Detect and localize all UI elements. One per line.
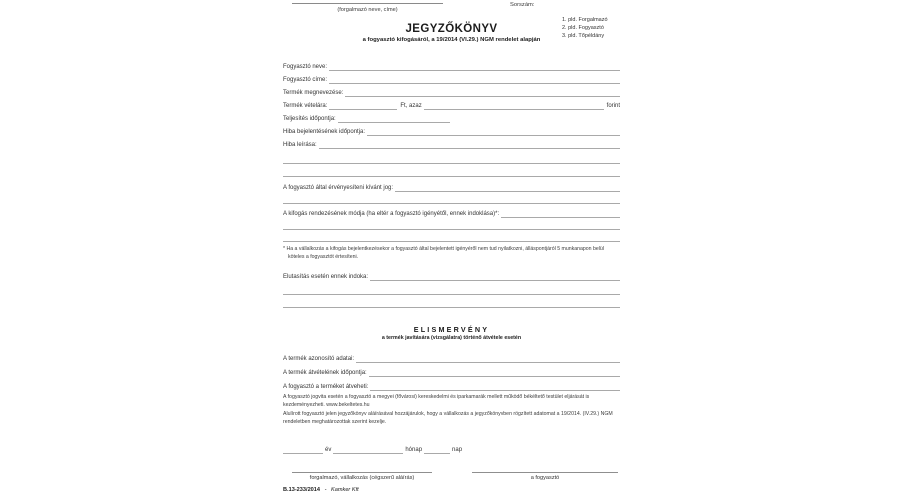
field-takeover-date bbox=[283, 368, 620, 377]
ruled-line bbox=[283, 241, 620, 242]
letterhead-caption: (forgalmazó neve, címe) bbox=[337, 7, 398, 13]
ruled-line bbox=[283, 203, 620, 204]
price-mid-label: Ft, azaz bbox=[400, 103, 422, 109]
field-rejection-reason bbox=[283, 272, 620, 281]
fill-line bbox=[369, 369, 620, 377]
serial-number-label: Sorszám: bbox=[510, 2, 535, 8]
field-label: A fogyasztó a terméket átveheti: bbox=[283, 384, 369, 390]
field-label: Fogyasztó neve: bbox=[283, 64, 328, 70]
field-label: Termék megnevezése: bbox=[283, 90, 344, 96]
footnote: * Ha a vállalkozás a kifogás bejelentkezésekor a fogyasztó által bejelentett igényéről nem tud nyilatkozni, álláspontjáról 5 munkanapon belül köteles a fogyasztót értesíteni. bbox=[283, 246, 604, 260]
date-line bbox=[283, 445, 483, 454]
ruled-line bbox=[283, 229, 620, 230]
fill-line bbox=[424, 446, 450, 454]
month-label: hónap bbox=[405, 447, 423, 453]
price-end-label: forint bbox=[606, 103, 620, 109]
field-claimed-right bbox=[283, 183, 620, 192]
fill-line bbox=[356, 355, 620, 363]
field-label: A termék azonosító adatai: bbox=[283, 356, 355, 362]
fill-line bbox=[333, 446, 403, 454]
signature-consumer bbox=[472, 472, 618, 481]
publisher-name: Kamker Kft bbox=[331, 487, 359, 493]
copy-item-2: 2. pld. Fogyasztó bbox=[562, 25, 604, 31]
field-label: Hiba leírása: bbox=[283, 142, 317, 148]
copy-item-3: 3. pld. Tőpéldány bbox=[562, 33, 605, 39]
fill-line bbox=[329, 102, 397, 110]
field-consumer-address bbox=[283, 75, 620, 84]
copy-list bbox=[562, 16, 608, 40]
document-page bbox=[283, 0, 620, 500]
fill-line bbox=[338, 115, 450, 123]
fill-line bbox=[370, 273, 620, 281]
ruled-line bbox=[283, 163, 620, 164]
field-fulfillment-date bbox=[283, 114, 620, 123]
field-consumer-name bbox=[283, 62, 620, 71]
fill-line bbox=[319, 141, 620, 149]
fill-line bbox=[370, 383, 620, 391]
fill-line bbox=[395, 184, 620, 192]
signature-line: forgalmazó, vállalkozás (cégszerű aláírás) bbox=[292, 472, 432, 481]
field-label: Hiba bejelentésének időpontja: bbox=[283, 129, 366, 135]
fill-line bbox=[329, 63, 620, 71]
field-defect-description bbox=[283, 140, 620, 149]
field-product-name bbox=[283, 88, 620, 97]
field-pickup-date bbox=[283, 382, 620, 391]
document-title: JEGYZŐKÖNYV bbox=[405, 23, 498, 35]
fill-line bbox=[329, 76, 620, 84]
field-label: A termék átvételének időpontja: bbox=[283, 370, 367, 376]
receipt-subtitle: a termék javítására (vizsgálatra) történő átvétele esetén bbox=[381, 335, 522, 341]
signature-seller bbox=[292, 472, 432, 481]
field-product-price bbox=[283, 101, 620, 110]
field-label: Elutasítás esetén ennek indoka: bbox=[283, 274, 369, 280]
receipt-title: ELISMERVÉNY bbox=[413, 325, 490, 334]
field-product-id bbox=[283, 354, 620, 363]
fill-line bbox=[367, 128, 620, 136]
document-subtitle: a fogyasztó kifogásáról, a 19/2014 (VI.29.) NGM rendelet alapján bbox=[362, 37, 541, 43]
year-label: év bbox=[325, 447, 332, 453]
fill-line bbox=[424, 102, 604, 110]
ruled-line bbox=[283, 294, 620, 295]
field-defect-report-date bbox=[283, 127, 620, 136]
fill-line bbox=[501, 210, 620, 218]
field-settlement-method bbox=[283, 209, 620, 218]
ruled-line bbox=[283, 176, 620, 177]
field-label: Termék vételára: bbox=[283, 103, 328, 109]
field-label: A fogyasztó által érvényesíteni kívánt jog: bbox=[283, 185, 394, 191]
form-footer bbox=[283, 487, 359, 493]
form-number: B.13-233/2014 bbox=[283, 487, 321, 493]
field-label: Fogyasztó címe: bbox=[283, 77, 328, 83]
ruled-line bbox=[283, 307, 620, 308]
arbitration-note: A fogyasztó jogvita esetén a fogyasztó a megyei (fővárosi) kereskedelmi és iparkamarák mellett működő békéltető testület eljárását is kezdeményezheti. www.bekeltetes.hu bbox=[283, 394, 590, 408]
field-label: Teljesítés időpontja: bbox=[283, 116, 336, 122]
consent-note: Alulírott fogyasztó jelen jegyzőkönyv aláírásával hozzájárulok, hogy a vállalkozás a jegyzőkönyvben rögzített adatomat a 19/2014. (IV.29.) NGM rendeletben meghatározottak szerint kezelje. bbox=[283, 411, 613, 425]
footer-separator: - bbox=[324, 487, 327, 493]
signature-line: a fogyasztó bbox=[472, 472, 618, 481]
copy-item-1: 1. pld. Forgalmazó bbox=[562, 17, 608, 23]
letterhead-line bbox=[292, 3, 443, 4]
field-label: A kifogás rendezésének módja (ha eltér a fogyasztó igényétől, ennek indoklása)*: bbox=[283, 211, 500, 217]
fill-line bbox=[345, 89, 620, 97]
fill-line bbox=[283, 446, 323, 454]
day-label: nap bbox=[452, 447, 463, 453]
